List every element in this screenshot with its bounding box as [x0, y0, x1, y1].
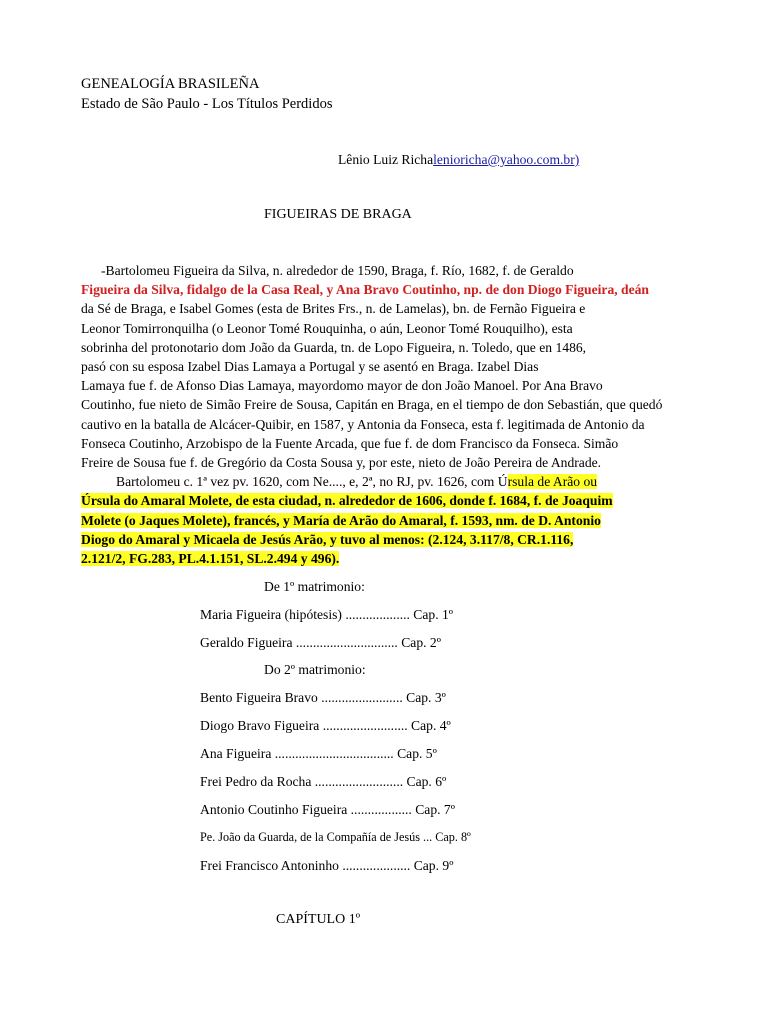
child-entry: Frei Pedro da Rocha .......................... Cap. 6º	[200, 774, 447, 789]
body-text-run: Bartolomeu c. 1ª vez pv. 1620, com Ne...., e, 2ª, no RJ, pv. 1626, com Ú	[116, 474, 508, 490]
child-entry: Antonio Coutinho Figueira .................. Cap. 7º	[200, 802, 455, 817]
body-text-run: pasó con su esposa Izabel Dias Lamaya a Portugal y se asentó en Braga. Izabel Dias	[81, 359, 539, 374]
body-line	[81, 549, 339, 568]
child-entry: Frei Francisco Antoninho .................... Cap. 9º	[200, 858, 454, 873]
section-title: FIGUEIRAS DE BRAGA	[264, 207, 412, 222]
body-text-run: Coutinho, fue nieto de Simão Freire de Sousa, Capitán en Braga, en el tiempo de don Sebastián, que quedó	[81, 397, 663, 413]
body-text-run: Lamaya fue f. de Afonso Dias Lamaya, mayordomo mayor de don João Manoel. Por Ana Bravo	[81, 378, 603, 394]
author-line	[338, 152, 579, 168]
body-line	[81, 511, 601, 530]
body-line	[101, 261, 574, 280]
child-entry: Maria Figueira (hipótesis) ................... Cap. 1º	[200, 607, 454, 622]
body-line	[81, 357, 539, 376]
body-line	[81, 280, 649, 299]
child-entry: Diogo Bravo Figueira ......................... Cap. 4º	[200, 718, 451, 733]
body-text-run: Diogo do Amaral y Micaela de Jesús Arão, y tuvo al menos: (2.124, 3.117/8, CR.1.116,	[81, 531, 574, 547]
body-text-run: Freire de Sousa fue f. de Gregório da Costa Sousa y, por este, nieto de João Pereira de Andrade.	[81, 455, 602, 470]
body-line	[81, 395, 662, 414]
body-line	[81, 415, 645, 434]
body-line	[81, 319, 573, 338]
child-entry: Geraldo Figueira .............................. Cap. 2º	[200, 635, 441, 650]
author-name: Lênio Luiz Richa	[338, 152, 434, 167]
document-subtitle: Estado de São Paulo - Los Títulos Perdidos	[81, 96, 333, 112]
body-line	[81, 530, 573, 549]
body-text-run: Fonseca Coutinho, Arzobispo de la Fuente Arcada, que fue f. de dom Francisco da Fonseca. Simão	[81, 435, 619, 451]
body-text-run: rsula de Arão ou	[507, 474, 598, 490]
body-text-run: Figueira da Silva, fidalgo de la Casa Real, y Ana Bravo Coutinho, np. de don Diogo Figueira, deán	[81, 282, 649, 298]
body-text-run: 2.121/2, FG.283, PL.4.1.151, SL.2.494 y 496).	[81, 551, 340, 566]
author-email-link[interactable]: lenioricha@yahoo.com.br)	[433, 152, 580, 167]
body-text-run: da Sé de Braga, e Isabel Gomes (esta de Brites Frs., n. de Lamelas), bn. de Fernão Figueira e	[81, 301, 586, 317]
document-title: GENEALOGÍA BRASILEÑA	[81, 76, 260, 92]
marriage-2-heading: Do 2º matrimonio:	[264, 662, 366, 677]
child-entry: Pe. João da Guarda, de la Compañía de Jesús ... Cap. 8º	[200, 830, 471, 844]
body-line	[81, 434, 618, 453]
body-line	[81, 338, 586, 357]
body-text-run: sobrinha del protonotario dom João da Guarda, tn. de Lopo Figueira, n. Toledo, que en 1486,	[81, 339, 587, 355]
chapter-title: CAPÍTULO 1º	[276, 912, 361, 927]
body-line	[81, 299, 585, 318]
body-text-run: cautivo en la batalla de Alcácer-Quibir, en 1587, y Antonia da Fonseca, esta f. legitimada de Antonio da	[81, 416, 645, 432]
child-entry: Bento Figueira Bravo ........................ Cap. 3º	[200, 690, 446, 705]
body-text-run: Úrsula do Amaral Molete, de esta ciudad, n. alrededor de 1606, donde f. 1684, f. de Joaquim	[81, 493, 613, 509]
body-text-run: Molete (o Jaques Molete), francés, y María de Arão do Amaral, f. 1593, nm. de D. Antonio	[81, 512, 601, 528]
body-line	[116, 472, 597, 491]
body-line	[81, 376, 603, 395]
marriage-1-heading: De 1º matrimonio:	[264, 579, 365, 594]
body-line	[81, 491, 613, 510]
child-entry: Ana Figueira ................................... Cap. 5º	[200, 746, 437, 761]
body-text-run: -Bartolomeu Figueira da Silva, n. alrededor de 1590, Braga, f. Río, 1682, f. de Geraldo	[101, 263, 574, 278]
body-text-run: Leonor Tomirronquilha (o Leonor Tomé Rouquinha, o aún, Leonor Tomé Rouquilho), esta	[81, 320, 573, 336]
body-line	[81, 453, 601, 472]
